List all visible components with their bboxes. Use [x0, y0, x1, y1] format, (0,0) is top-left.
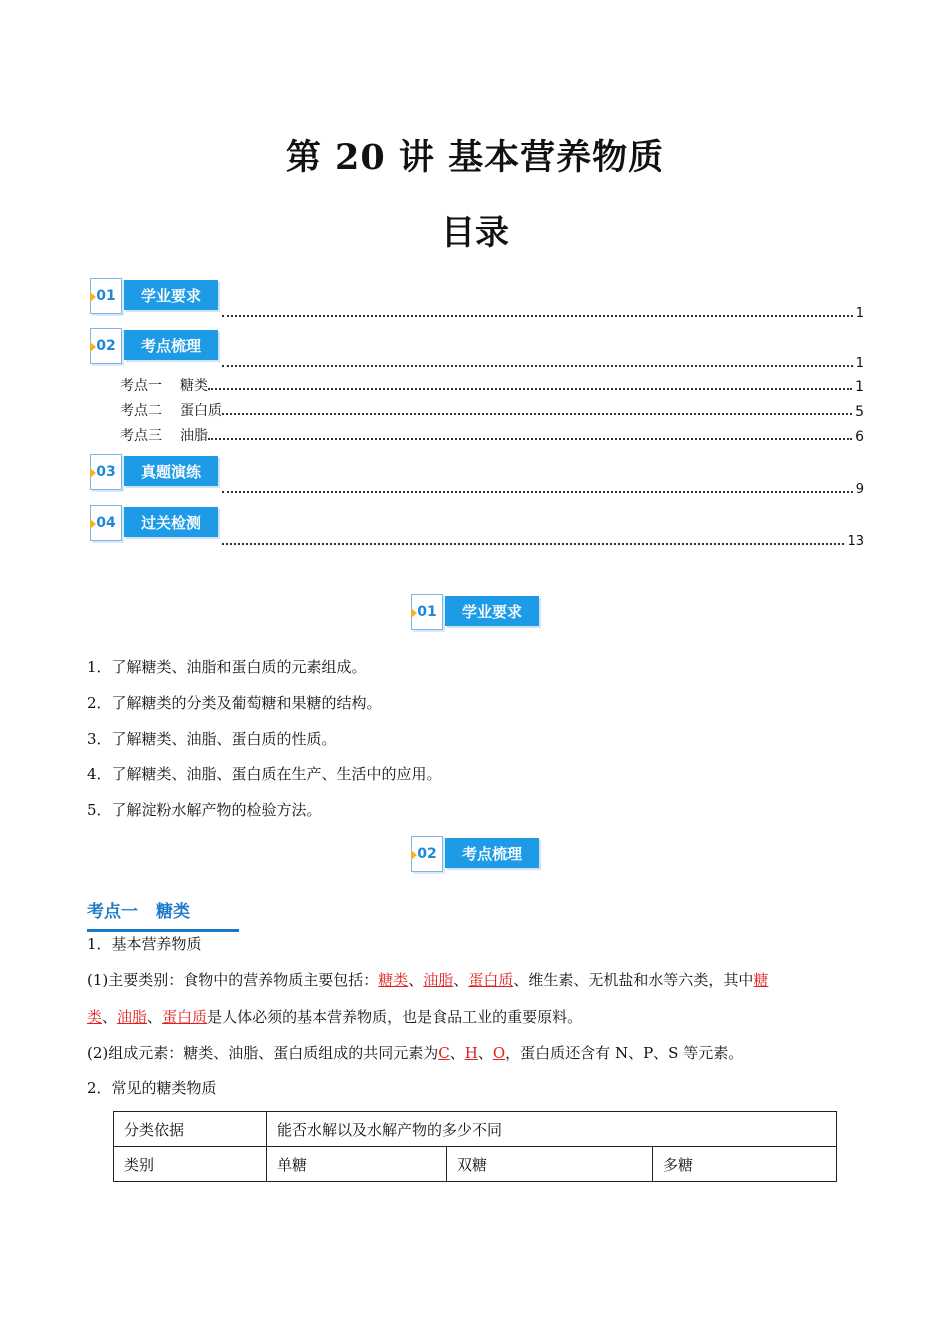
toc-entry-line[interactable]	[222, 479, 864, 497]
toc-sub-key: 考点一	[120, 378, 162, 394]
text: ，蛋白质还含有 N、P、S 等元素。	[505, 1044, 744, 1062]
toc-sub-label: 蛋白质	[180, 403, 222, 419]
answer-blank: 糖类	[378, 971, 409, 989]
table-cell: 分类依据	[114, 1112, 267, 1147]
table-cell: 多糖	[653, 1147, 837, 1182]
toc-badge-02[interactable]	[90, 328, 220, 364]
table-cell: 单糖	[267, 1147, 447, 1182]
toc-entry-line[interactable]	[222, 531, 864, 549]
requirement-item: 1．了解糖类、油脂和蛋白质的元素组成。	[87, 658, 367, 676]
toc-page-number: 6	[855, 429, 864, 445]
paragraph-categories	[87, 962, 857, 1036]
text: 、	[449, 1044, 465, 1062]
requirement-item: 5．了解淀粉水解产物的检验方法。	[87, 801, 322, 819]
badge-number: 02	[411, 836, 443, 872]
toc-subentry[interactable]	[120, 425, 864, 445]
topic-label: 糖类	[156, 902, 190, 922]
answer-blank: 油脂	[117, 1008, 148, 1026]
toc-title: 目录	[441, 213, 509, 253]
text: 、	[147, 1008, 163, 1026]
toc-leader	[208, 388, 852, 390]
toc-page-number: 1	[855, 306, 864, 321]
toc-leader	[222, 543, 844, 545]
answer-blank: 类	[87, 1008, 103, 1026]
table-row	[114, 1112, 837, 1147]
badge-label: 学业要求	[124, 280, 218, 310]
subheading-1: 1．基本营养物质	[87, 935, 202, 953]
text: (1)主要类别：食物中的营养物质主要包括：	[87, 971, 379, 989]
toc-sub-label: 油脂	[180, 428, 208, 444]
toc-leader	[222, 315, 853, 317]
answer-blank: O	[492, 1044, 506, 1062]
answer-blank: 蛋白质	[162, 1008, 208, 1026]
requirement-item: 3．了解糖类、油脂、蛋白质的性质。	[87, 730, 337, 748]
toc-entry-line[interactable]	[222, 303, 864, 321]
badge-number: 04	[90, 505, 122, 541]
paragraph-elements	[87, 1035, 857, 1072]
toc-badge-04[interactable]	[90, 505, 220, 541]
table-cell: 类别	[114, 1147, 267, 1182]
text: 、	[408, 971, 424, 989]
sugar-classification-table	[113, 1111, 837, 1182]
badge-label: 过关检测	[124, 507, 218, 537]
answer-blank: C	[438, 1044, 450, 1062]
topic-key: 考点一	[87, 902, 138, 922]
section-badge-01	[411, 594, 541, 630]
badge-label: 真题演练	[124, 456, 218, 486]
toc-sub-key: 考点三	[120, 428, 162, 444]
badge-label: 考点梳理	[445, 838, 539, 868]
toc-leader	[222, 491, 853, 493]
badge-label: 考点梳理	[124, 330, 218, 360]
toc-page-number: 5	[855, 404, 864, 420]
text: 是人体必须的基本营养物质，也是食品工业的重要原料。	[207, 1008, 583, 1026]
toc-sub-key: 考点二	[120, 403, 162, 419]
text: 、	[102, 1008, 118, 1026]
text: 、	[453, 971, 469, 989]
section-badge-02	[411, 836, 541, 872]
toc-leader	[208, 438, 852, 440]
toc-leader	[222, 365, 853, 367]
text: (2)组成元素：糖类、油脂、蛋白质组成的共同元素为	[87, 1044, 439, 1062]
answer-blank: 糖	[753, 971, 769, 989]
badge-number: 01	[411, 594, 443, 630]
table-row	[114, 1147, 837, 1182]
answer-blank: 油脂	[423, 971, 454, 989]
subheading-2: 2．常见的糖类物质	[87, 1079, 217, 1097]
toc-page-number: 9	[855, 482, 864, 497]
table-cell: 能否水解以及水解产物的多少不同	[267, 1112, 837, 1147]
toc-page-number: 1	[855, 356, 864, 371]
table-cell: 双糖	[447, 1147, 653, 1182]
toc-entry-line[interactable]	[222, 353, 864, 371]
requirement-item: 4．了解糖类、油脂、蛋白质在生产、生活中的应用。	[87, 765, 442, 783]
document-title: 第 20 讲 基本营养物质	[285, 137, 665, 178]
toc-subentry[interactable]	[120, 400, 864, 420]
toc-badge-03[interactable]	[90, 454, 220, 490]
requirement-item: 2．了解糖类的分类及葡萄糖和果糖的结构。	[87, 694, 382, 712]
badge-number: 03	[90, 454, 122, 490]
topic-heading	[87, 897, 190, 922]
toc-badge-01[interactable]	[90, 278, 220, 314]
toc-page-number: 1	[855, 379, 864, 395]
answer-blank: 蛋白质	[468, 971, 514, 989]
badge-label: 学业要求	[445, 596, 539, 626]
badge-number: 01	[90, 278, 122, 314]
text: 、	[477, 1044, 493, 1062]
answer-blank: H	[464, 1044, 478, 1062]
badge-number: 02	[90, 328, 122, 364]
text: 、维生素、无机盐和水等六类，其中	[513, 971, 754, 989]
toc-sub-label: 糖类	[180, 378, 208, 394]
toc-subentry[interactable]	[120, 375, 864, 395]
toc-leader	[222, 413, 852, 415]
toc-page-number: 13	[847, 534, 864, 549]
